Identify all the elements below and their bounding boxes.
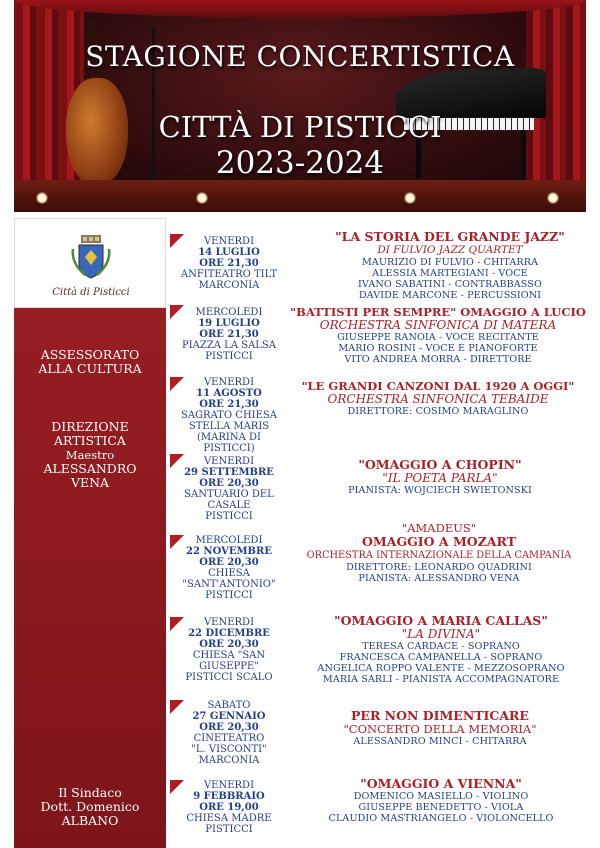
event-date-line: VENERDI [203, 236, 255, 247]
event-info [300, 458, 580, 496]
event-date-line: 22 NOVEMBRE [186, 546, 272, 557]
event-info [288, 305, 588, 365]
direzione-line: DIREZIONE [51, 419, 129, 434]
sidebar [14, 218, 166, 848]
event-info [300, 709, 580, 747]
event-subtitle: "LA DIVINA" [401, 627, 481, 641]
curtain-valance [14, 0, 586, 18]
event-detail-line: PIANISTA: ALESSANDRO VENA [358, 573, 520, 584]
event-date-line: ORE 20,30 [199, 557, 259, 568]
municipal-logo [14, 218, 166, 308]
event-date-line: PISTICCI SCALO [185, 672, 273, 683]
event-detail-line: FRANCESCA CAMPANELLA - SOPRANO [339, 652, 543, 663]
event-subtitle: ORCHESTRA SINFONICA DI MATERA [319, 318, 557, 332]
director-last-name: VENA [70, 475, 110, 490]
header-banner [14, 0, 586, 212]
coat-of-arms-icon [71, 235, 111, 279]
event-date-line: SABATO [207, 700, 251, 711]
event-date-line: PISTICCI [205, 511, 253, 522]
event-date-line: 9 FEBBRAIO [193, 791, 265, 802]
director-first-name: ALESSANDRO [43, 461, 137, 476]
event-date [170, 700, 288, 766]
sindaco-name-line: Dott. Domenico [40, 799, 140, 814]
sindaco-line: Il Sindaco [58, 785, 122, 800]
event-date [170, 236, 288, 291]
stage-lights [14, 184, 586, 204]
event-subtitle: DI FULVIO JAZZ QUARTET [377, 244, 523, 256]
event-date [170, 377, 288, 454]
event-title: PER NON DIMENTICARE [351, 708, 529, 723]
event-title: "LA STORIA DEL GRANDE JAZZ" [335, 229, 565, 244]
event-detail-line: DAVIDE MARCONE - PERCUSSIONI [358, 290, 542, 301]
logo-caption: Città di Pisticci [52, 287, 130, 298]
event-date-line: SANTUARIO DEL CASALE [184, 489, 274, 511]
event-date-line: VENERDI [203, 617, 255, 628]
maestro-line: Maestro [65, 448, 115, 462]
assessorato-block [14, 348, 166, 376]
event-detail-line: ANGELICA ROPPO VALENTE - MEZZOSOPRANO [317, 663, 565, 674]
event-date-line: 11 AGOSTO [196, 388, 262, 399]
assessorato-line: ASSESSORATO [40, 347, 140, 362]
event-date-line: MERCOLEDI [195, 535, 263, 546]
event-detail-line: GIUSEPPE BENEDETTO - VIOLA [358, 802, 524, 813]
event-detail-line: ALESSIA MARTEGIANI - VOCE [372, 268, 528, 279]
event-date [170, 535, 288, 601]
event-subtitle: ORCHESTRA INTERNAZIONALE DELLA CAMPANIA [306, 550, 572, 561]
event-detail-line: TERESA CARDACE - SOPRANO [362, 641, 520, 652]
event-date-line: SAGRATO CHIESA [180, 410, 277, 421]
event-date-line: VENERDI [203, 377, 255, 388]
event-detail-line: MARIO ROSINI - VOCE E PIANOFORTE [338, 343, 538, 354]
event-detail-line: MAURIZIO DI FULVIO - CHITARRA [361, 257, 539, 268]
event-detail-line: DIRETTORE: LEONARDO QUADRINI [346, 562, 532, 573]
event-date [170, 456, 288, 522]
event-detail-line: ALESSANDRO MINCI - CHITARRA [353, 736, 527, 747]
event-title: "OMAGGIO A MARIA CALLAS" [334, 613, 548, 628]
event-date-line: VENERDI [203, 780, 255, 791]
banner-title-line3: 2023-2024 [215, 145, 385, 181]
event-subtitle: "CONCERTO DELLA MEMORIA" [343, 722, 537, 736]
event-date-line: PIAZZA LA SALSA [181, 340, 277, 351]
event-date-line: PISTICCI [205, 351, 253, 362]
event-title: "BATTISTI PER SEMPRE" OMAGGIO A LUCIO [290, 305, 586, 319]
event-date-line: ORE 19,00 [199, 802, 259, 813]
event-title: OMAGGIO A MOZART [362, 534, 516, 549]
event-title: "LE GRANDI CANZONI DAL 1920 A OGGI" [301, 379, 575, 393]
event-date-line: (MARINA DI PISTICCI) [197, 432, 261, 454]
event-detail-line: GIUSEPPE RANOIA - VOCE RECITANTE [337, 332, 539, 343]
event-date-line: ORE 21,30 [199, 329, 259, 340]
event-date-line: "L. VISCONTI" [191, 744, 267, 755]
event-info [290, 379, 586, 417]
event-subtitle: ORCHESTRA SINFONICA TEBAIDE [327, 392, 549, 406]
event-date-line: MARCONIA [198, 755, 260, 766]
event-detail-line: VITO ANDREA MORRA - DIRETTORE [344, 354, 532, 365]
event-detail-line: IVANO SABATINI - CONTRABBASSO [358, 279, 542, 290]
event-date-line: 19 LUGLIO [198, 318, 260, 329]
event-date-line: PISTICCI [205, 590, 253, 601]
sindaco-surname-line: ALBANO [61, 813, 119, 828]
event-date-line: ORE 20,30 [199, 639, 259, 650]
cultura-line: ALLA CULTURA [38, 361, 142, 376]
event-date-line: VENERDI [203, 456, 255, 467]
direzione-block [14, 420, 166, 490]
event-date-line: 27 GENNAIO [192, 711, 266, 722]
event-date-line: PISTICCI [205, 824, 253, 835]
event-date-line: CINETEATRO [193, 733, 265, 744]
banner-title-line1: STAGIONE CONCERTISTICA [85, 40, 515, 73]
event-date-line: ORE 20,30 [199, 722, 259, 733]
event-date-line: ORE 21,30 [199, 258, 259, 269]
event-date [170, 780, 288, 835]
event-date-line: CHIESA MADRE [186, 813, 272, 824]
event-date-line: STELLA MARIS [188, 421, 270, 432]
event-title: "OMAGGIO A CHOPIN" [358, 457, 522, 472]
event-date [170, 617, 288, 683]
event-title: "OMAGGIO A VIENNA" [360, 776, 522, 791]
event-subtitle: "IL POETA PARLA" [382, 471, 498, 485]
event-date-line: MARCONIA [198, 280, 260, 291]
event-detail-line: PIANISTA: WOJCIECH SWIETONSKI [348, 485, 532, 496]
artistica-line: ARTISTICA [54, 433, 126, 448]
event-info [296, 614, 586, 685]
event-date-line: ORE 21,30 [199, 399, 259, 410]
event-info [296, 777, 586, 824]
event-info [310, 230, 590, 301]
event-detail-line: DOMENICO MASIELLO - VIOLINO [353, 791, 529, 802]
event-date-line: MERCOLEDI [195, 307, 263, 318]
event-date-line: CHIESA "SANT'ANTONIO" [182, 568, 276, 590]
event-detail-line: DIRETTORE: COSIMO MARAGLINO [347, 406, 529, 417]
event-detail-line: CLAUDIO MASTRIANGELO - VIOLONCELLO [328, 813, 554, 824]
banner-title-line2: CITTÀ DI PISTICCI [158, 110, 442, 144]
event-date-line: CHIESA "SAN GIUSEPPE" [192, 650, 266, 672]
event-date-line: 29 SETTEMBRE [184, 467, 274, 478]
event-date-line: 22 DICEMBRE [188, 628, 270, 639]
event-date-line: ANFITEATRO TILT [180, 269, 278, 280]
event-detail-line: MARIA SARLI - PIANISTA ACCOMPAGNATORE [322, 674, 560, 685]
event-date [170, 307, 288, 362]
sindaco-block [14, 786, 166, 828]
event-info [288, 522, 590, 584]
event-date-line: 14 LUGLIO [198, 247, 260, 258]
event-date-line: ORE 20,30 [199, 478, 259, 489]
event-pretitle: "AMADEUS" [401, 521, 477, 535]
